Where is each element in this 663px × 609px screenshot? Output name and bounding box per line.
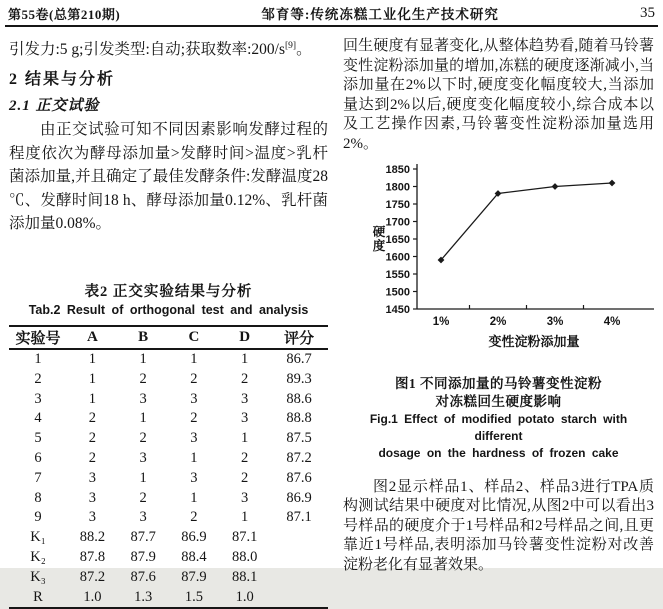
two-column-body xyxy=(9,33,654,605)
table-cell: 87.1 xyxy=(286,509,312,526)
table-cell: 2 xyxy=(190,509,198,526)
y-tick-label: 1700 xyxy=(385,215,410,228)
y-tick-label: 1650 xyxy=(385,233,410,246)
y-tick-label: 1550 xyxy=(385,268,410,281)
table-row xyxy=(9,548,328,568)
left-column xyxy=(9,33,328,605)
table-cell: 1 xyxy=(139,410,147,427)
table-cell: 1.5 xyxy=(184,588,203,605)
table-cell: 1 xyxy=(88,390,96,407)
table-cell: 3 xyxy=(190,390,198,407)
x-tick-label: 2% xyxy=(489,315,507,328)
table-cell: 89.3 xyxy=(286,370,312,387)
table-cell: 3 xyxy=(241,390,249,407)
table-cell: 86.7 xyxy=(286,351,312,368)
table-cell: 3 xyxy=(241,410,249,427)
table-cell: 87.2 xyxy=(286,450,312,467)
orthogonal-paragraph: 由正交试验可知不同因素影响发酵过程的程度依次为酵母添加量>发酵时间>温度>乳杆菌添加量,并且确定了最佳发酵条件:发酵温度28 ℃、发酵时间18 h、酵母添加量0.12%、乳杆菌添加量0.08%。 xyxy=(9,121,328,233)
y-tick-label: 1850 xyxy=(385,163,410,176)
column-header: 实验号 xyxy=(9,326,67,349)
running-title: 邹育等:传统冻糕工业化生产技术研究 xyxy=(261,7,499,22)
table-body xyxy=(9,349,328,608)
y-tick-label: 1800 xyxy=(385,180,410,193)
table-cell: 1 xyxy=(190,489,198,506)
table-cell: 9 xyxy=(34,509,42,526)
subsection-heading: 2.1 正交试验 xyxy=(9,98,100,115)
table-cell: 88.4 xyxy=(181,549,207,566)
table-cell: 2 xyxy=(190,370,198,387)
hardness-paragraph: 回生硬度有显著变化,从整体趋势看,随着马铃薯变性淀粉添加量的增加,冻糕的硬度逐渐减小,当添加量在2%以下时,硬度变化幅度较大,当添加量达到2%以后,硬度变化幅度较小,综合成本以及工艺操作因素,马铃薯变性淀粉添加量选用2%。 xyxy=(343,38,654,152)
table-cell: 2 xyxy=(241,370,249,387)
table-cell: K₃ xyxy=(30,568,46,585)
y-tick-label: 1500 xyxy=(385,285,410,298)
table-cell: 88.6 xyxy=(286,390,312,407)
table-row xyxy=(9,449,328,469)
right-column xyxy=(343,33,654,573)
data-point-marker xyxy=(609,179,616,186)
orthogonal-table xyxy=(9,325,328,609)
table-cell: 1 xyxy=(190,351,198,368)
column-header: 评分 xyxy=(270,326,328,349)
hardness-line-chart xyxy=(365,161,657,367)
x-tick-label: 4% xyxy=(603,315,621,328)
table-cell: 2 xyxy=(88,430,96,447)
y-axis-label: 硬度 xyxy=(372,224,386,253)
table-cell xyxy=(270,528,328,548)
figure-caption-en-line2: dosage on the hardness of frozen cake xyxy=(378,445,619,460)
table-cell: 2 xyxy=(190,410,198,427)
table-cell: 1.3 xyxy=(134,588,153,605)
table-cell: 1 xyxy=(241,430,249,447)
table-cell: 2 xyxy=(139,370,147,387)
table-cell: 3 xyxy=(88,489,96,506)
intro-text: 引发力:5 g;引发类型:自动;获取数率:200/s xyxy=(9,41,285,59)
table-cell: 88.2 xyxy=(79,529,106,546)
table-cell: 1 xyxy=(190,450,198,467)
table-cell: 5 xyxy=(34,430,42,447)
table-cell: 88.1 xyxy=(231,568,258,585)
intro-period: 。 xyxy=(296,41,312,59)
table-cell: 1.0 xyxy=(235,588,254,605)
table-row xyxy=(9,528,328,548)
table-cell: 87.8 xyxy=(79,549,106,566)
tpa-paragraph: 图2显示样品1、样品2、样品3进行TPA质构测试结果中硬度对比情况,从图2中可以看出3号样品的硬度介于1号样品和2号样品之间,且更靠近1号样品,表明添加马铃薯变性淀粉对改善淀粉老化有显著效果。 xyxy=(343,478,654,573)
column-header: D xyxy=(219,326,270,349)
table-cell: 8 xyxy=(34,489,42,506)
table-cell: 3 xyxy=(241,489,249,506)
column-header: C xyxy=(169,326,220,349)
intro-line xyxy=(9,35,328,61)
table-cell: 87.9 xyxy=(130,549,156,566)
page-header xyxy=(8,3,655,23)
header-row xyxy=(9,326,328,349)
table-cell: 87.2 xyxy=(79,568,106,585)
x-axis-label: 变性淀粉添加量 xyxy=(488,333,580,349)
table-cell: 3 xyxy=(88,469,96,486)
table-cell: 86.9 xyxy=(181,529,207,546)
figure-captions xyxy=(343,375,654,462)
table-cell: 3 xyxy=(139,450,147,467)
table-cell: 87.6 xyxy=(130,568,156,585)
table-cell xyxy=(270,548,328,568)
table-cell: 1.0 xyxy=(83,588,102,605)
figure-caption-en-line1: Fig.1 Effect of modified potato starch with different xyxy=(369,411,628,443)
table-cell: 3 xyxy=(139,390,147,407)
table-cell: 1 xyxy=(139,351,147,368)
table-row xyxy=(9,567,328,587)
y-tick-label: 1450 xyxy=(385,303,410,316)
table-row xyxy=(9,389,328,409)
table-caption-zh: 表2 正交实验结果与分析 xyxy=(84,283,253,300)
table-row xyxy=(9,488,328,508)
table-cell: 2 xyxy=(241,450,249,467)
table-cell: 7 xyxy=(34,469,42,486)
column-header: B xyxy=(118,326,169,349)
table-cell: K₁ xyxy=(30,529,46,546)
table-row xyxy=(9,587,328,608)
y-tick-label: 1750 xyxy=(385,198,410,211)
table-cell: 2 xyxy=(241,469,249,486)
citation-superscript: [9] xyxy=(285,41,297,51)
table-caption-en: Tab.2 Result of orthogonal test and analysis xyxy=(28,302,309,317)
table-cell: K₂ xyxy=(30,549,46,566)
table-cell: 88.0 xyxy=(231,549,258,566)
data-point-marker xyxy=(552,183,559,190)
table-cell: 88.8 xyxy=(286,410,312,427)
table-cell: 3 xyxy=(190,430,198,447)
table-cell xyxy=(270,587,328,608)
table-cell: 87.1 xyxy=(231,529,258,546)
section-heading: 2 结果与分析 xyxy=(9,71,116,89)
figure-1 xyxy=(343,161,654,462)
table-cell: 1 xyxy=(34,351,42,368)
x-tick-label: 1% xyxy=(432,315,450,328)
table-cell: 2 xyxy=(139,430,147,447)
y-tick-label: 1600 xyxy=(385,250,410,263)
column-header: A xyxy=(67,326,118,349)
table-cell: 2 xyxy=(139,489,147,506)
table-cell: 1 xyxy=(241,509,249,526)
table-cell: 87.6 xyxy=(286,469,312,486)
figure-caption-zh-line1: 图1 不同添加量的马铃薯变性淀粉 xyxy=(394,375,603,391)
table-cell: 2 xyxy=(88,410,96,427)
table-cell: 1 xyxy=(241,351,249,368)
table-cell: 3 xyxy=(88,509,96,526)
table-row xyxy=(9,508,328,528)
table-cell: 1 xyxy=(88,370,96,387)
table-cell: 1 xyxy=(139,469,147,486)
journal-issue: 第55卷(总第210期) xyxy=(8,6,121,22)
table-cell: 2 xyxy=(88,450,96,467)
table-cell: 3 xyxy=(139,509,147,526)
table-row xyxy=(9,429,328,449)
table-row xyxy=(9,409,328,429)
table-cell: 1 xyxy=(88,351,96,368)
figure-caption-zh-line2: 对冻糕回生硬度影响 xyxy=(435,393,562,409)
table-cell: 87.7 xyxy=(130,529,156,546)
header-rule xyxy=(5,25,658,27)
table-cell: 2 xyxy=(34,370,42,387)
table-cell xyxy=(270,567,328,587)
page-number: 35 xyxy=(639,4,655,21)
table-cell: 3 xyxy=(190,469,198,486)
table-cell: 6 xyxy=(34,450,42,467)
table-row xyxy=(9,369,328,389)
table-cell: 3 xyxy=(34,390,42,407)
table-cell: 4 xyxy=(34,410,42,427)
table-cell: R xyxy=(33,588,43,605)
table-cell: 87.9 xyxy=(181,568,207,585)
table-cell: 87.5 xyxy=(286,430,312,447)
table-row xyxy=(9,468,328,488)
table-row xyxy=(9,349,328,370)
table-head xyxy=(9,326,328,349)
x-tick-label: 3% xyxy=(546,315,564,328)
table-cell: 86.9 xyxy=(286,489,312,506)
